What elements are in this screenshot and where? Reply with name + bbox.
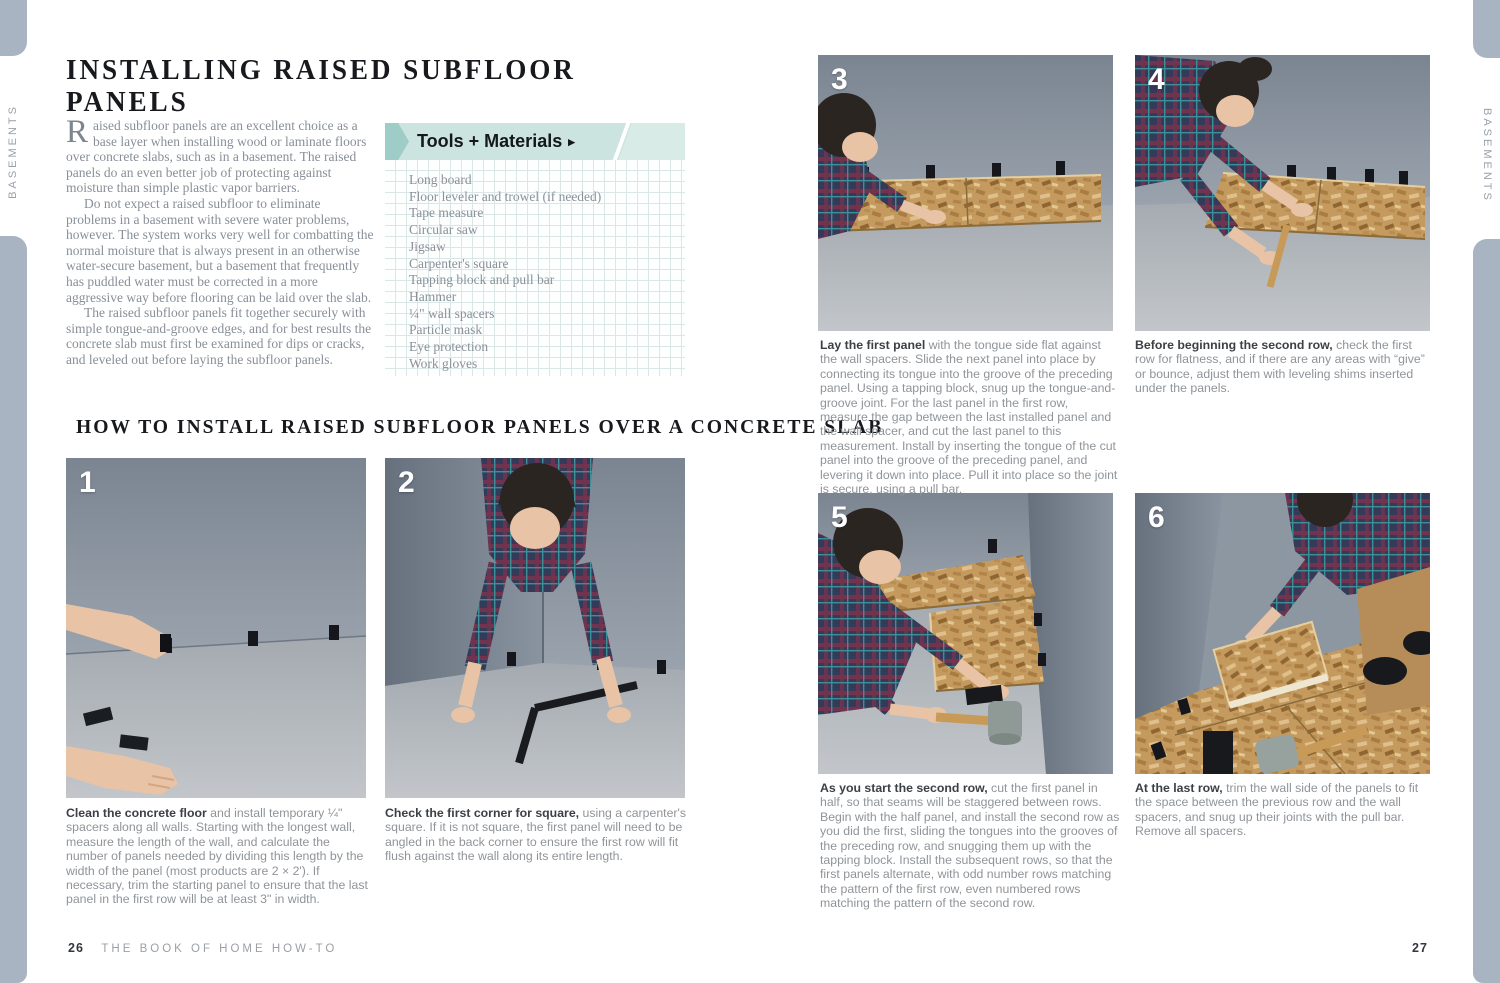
step-photo-6 — [1135, 493, 1430, 774]
wall-spacer — [657, 660, 666, 674]
step-caption-6: At the last row, trim the wall side of the panels to fit the space between the previous row and the wall spacers, and snug up their joints with the pull bar. Remove all spacers. — [1135, 781, 1419, 839]
wall-spacer — [1034, 613, 1042, 626]
tools-materials-title: Tools + Materials ▸ — [417, 131, 575, 151]
wall-spacer — [988, 539, 997, 553]
left-page-footer — [68, 941, 337, 955]
step-caption-4: Before beginning the second row, check the first row for flatness, and if there are any areas with “give” or bounce, adjust them with leveling shims inserted under the panels. — [1135, 338, 1425, 396]
right-edge-tab-top — [1473, 0, 1500, 58]
step-photo-2 — [385, 458, 685, 798]
left-edge-tab-top — [0, 0, 27, 56]
tool-item: Eye protection — [409, 339, 489, 355]
tool-item: Floor leveler and trowel (if needed) — [409, 188, 602, 204]
step-number: 1 — [79, 466, 96, 499]
section-heading: HOW TO INSTALL RAISED SUBFLOOR PANELS OVER A CONCRETE SLAB — [76, 415, 884, 438]
step-caption-5: As you start the second row, cut the first panel in half, so that seams will be staggered between rows. Begin with the half panel, and install the second row as you did the first, sliding the tongues into the grooves of the preceding row, and snugging them up with the tapping block. Install the subsequent rows, so that the first panels alternate, with odd number rows matching the pattern of the first row, even numbered rows matching the pattern of the second row. — [820, 781, 1120, 911]
step-number: 3 — [831, 63, 848, 96]
step-number: 6 — [1148, 501, 1165, 534]
wall-spacer — [1327, 167, 1336, 181]
knee-pad — [1363, 657, 1407, 685]
step-number: 4 — [1148, 63, 1165, 96]
tool-item: Work gloves — [409, 355, 478, 371]
tools-materials-box — [385, 123, 685, 376]
photo-3-illustration — [818, 55, 1113, 331]
concrete-floor — [385, 663, 685, 798]
wall-spacer — [1038, 653, 1046, 666]
photo-1-illustration — [66, 458, 366, 798]
tool-item: Jigsaw — [409, 238, 446, 254]
tools-materials-header — [385, 123, 685, 160]
wall-spacer — [507, 652, 516, 666]
tools-materials-list-area — [385, 160, 685, 376]
tool-item: Particle mask — [409, 322, 483, 338]
step-caption-3: Lay the first panel with the tongue side flat against the wall spacers. Slide the next panel into place by connecting its tongue into the groove of the preceding panel. Using a tapping block, snug up the tongue-and-groove joint. For the last panel in the first row, measure the gap between the last installed panel and the wall spacer, and cut the last panel to this measurement. Install by inserting the tongue of the cut panel into the groove of the preceding panel, and levering it down into place. Pull it into place so the joint is secure, using a pull bar. — [820, 338, 1118, 497]
arrow-right-icon: ▸ — [568, 134, 575, 149]
wall-spacer — [329, 625, 339, 640]
page-title: INSTALLING RAISED SUBFLOOR PANELS — [66, 55, 576, 118]
tools-materials-list — [385, 160, 685, 372]
wall-spacer — [1365, 169, 1374, 183]
photo-2-illustration — [385, 458, 685, 798]
tool-item: Tape measure — [409, 205, 484, 221]
step-photo-4 — [1135, 55, 1430, 331]
tool-item: Long board — [409, 172, 472, 187]
step-photo-5 — [818, 493, 1113, 774]
wall-spacer — [926, 165, 935, 180]
step-number: 5 — [831, 501, 848, 534]
photo-6-illustration — [1135, 493, 1430, 774]
left-chapter-label: BASEMENTS — [7, 104, 19, 199]
right-chapter-label: BASEMENTS — [1481, 108, 1493, 203]
tool-item: Circular saw — [409, 222, 478, 238]
intro-paragraph: Raised subfloor panels are an excellent choice as a base layer when installing wood or laminate floors over concrete slabs, such as in a basement. The raised panels do an even better job of protecting against moisture than simple plastic vapor barriers. — [66, 114, 367, 196]
wall-spacer — [1399, 171, 1408, 185]
step-caption-2: Check the first corner for square, using a carpenter's square. If it is not square, the first panel will need to be angled in the back corner to ensure the first row will fit flush against the wall along its entire length. — [385, 806, 687, 864]
step-photo-3 — [818, 55, 1113, 331]
right-edge-tab-chapter — [1473, 239, 1500, 983]
page-number: 27 — [1412, 941, 1428, 955]
step-number: 2 — [398, 466, 415, 499]
intro-text — [66, 114, 374, 368]
tool-item: ¼" wall spacers — [409, 305, 495, 321]
tool-item: Hammer — [409, 288, 457, 304]
tapping-block — [1203, 731, 1233, 774]
wall-spacer — [248, 631, 258, 646]
wall-spacer — [1056, 161, 1065, 176]
step-photo-1 — [66, 458, 366, 798]
page-number: 26 — [68, 941, 84, 955]
wall-spacer — [992, 163, 1001, 178]
photo-5-illustration — [818, 493, 1113, 774]
right-page-footer — [1412, 941, 1428, 955]
intro-paragraph: The raised subfloor panels fit together securely with simple tongue-and-groove edges, and for best results the concrete slab must first be examined for dips or cracks, and leveled out before laying the subfloor panels. — [66, 305, 372, 367]
left-edge-tab-chapter — [0, 236, 27, 983]
step-caption-1: Clean the concrete floor and install temporary ¼" spacers along all walls. Starting with the longest wall, measure the length of the wall, and calculate the number of panels needed by dividing this length by the width of the panel (most products are 2 × 2'). If necessary, trim the starting panel to ensure that the last panel in the first row will be at least 3" in width. — [66, 806, 368, 907]
book-title: THE BOOK OF HOME HOW-TO — [101, 943, 338, 955]
tool-item: Carpenter's square — [409, 255, 509, 271]
tool-item: Tapping block and pull bar — [409, 272, 555, 288]
photo-4-illustration — [1135, 55, 1430, 331]
intro-paragraph: Do not expect a raised subfloor to eliminate problems in a basement with severe water problems, however. The system works very well for combatting the normal moisture that is always present in an otherwise water-secure basement, but a basement that frequently has puddled water must be corrected in a more aggressive way before flooring can be laid over the slab. — [66, 195, 374, 305]
